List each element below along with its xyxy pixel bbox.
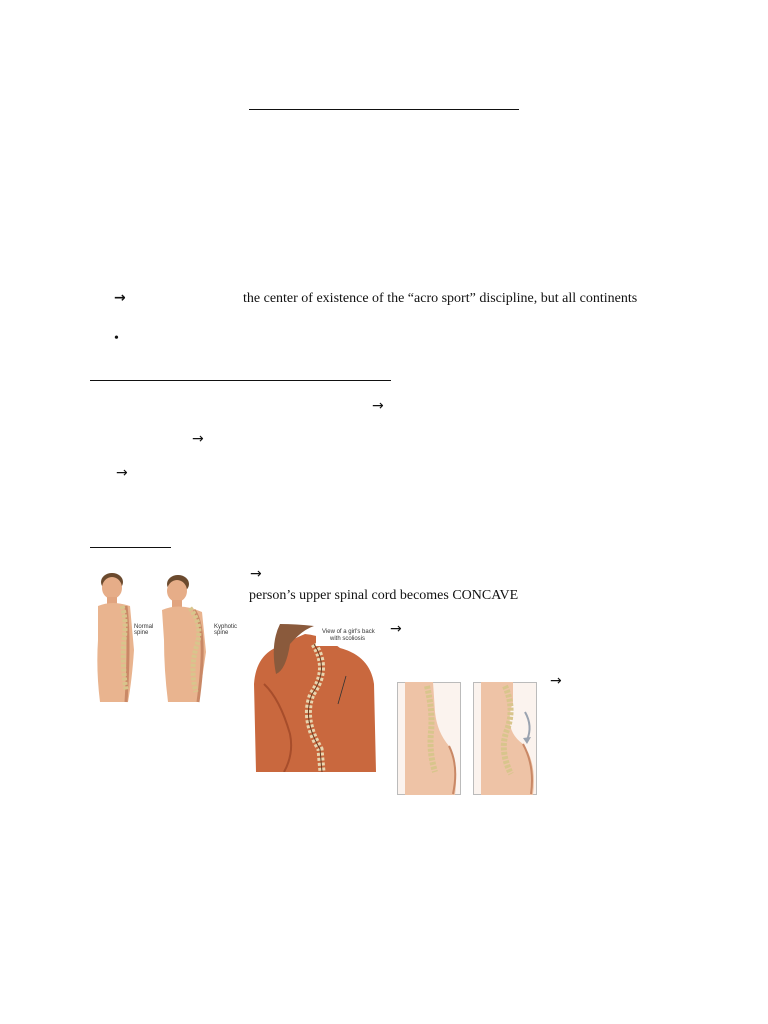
scoliosis-illustration <box>250 624 380 772</box>
arrow-icon: → <box>192 431 204 447</box>
figure-label: spine <box>214 630 229 636</box>
figure-label: Kyphotic <box>214 624 238 630</box>
arrow-icon: → <box>550 673 562 689</box>
title-underline <box>249 109 519 110</box>
normal-spine-figure <box>97 573 153 702</box>
figure-label: Normal <box>134 624 154 630</box>
bullet-icon: • <box>114 331 119 346</box>
section-heading-underline <box>90 380 391 381</box>
figure-label: spine <box>134 630 149 636</box>
arrow-icon: → <box>390 621 402 637</box>
arrow-icon: → <box>250 566 262 582</box>
figure-caption: with scoliosis <box>330 636 366 642</box>
section-heading-underline <box>90 547 171 548</box>
lordosis-illustration-normal <box>397 682 461 795</box>
arrow-icon: → <box>114 290 126 306</box>
kyphotic-spine-figure <box>162 575 237 702</box>
arrow-icon: → <box>116 465 128 481</box>
lordosis-illustration-curved <box>473 682 537 795</box>
kyphosis-illustration <box>90 570 242 706</box>
figure-caption: View of a girl's back <box>322 629 375 635</box>
body-text-line: the center of existence of the “acro sport” discipline, but all continents <box>243 291 638 306</box>
body-text-line: person’s upper spinal cord becomes CONCAVE <box>249 588 519 603</box>
arrow-icon: → <box>372 398 384 414</box>
